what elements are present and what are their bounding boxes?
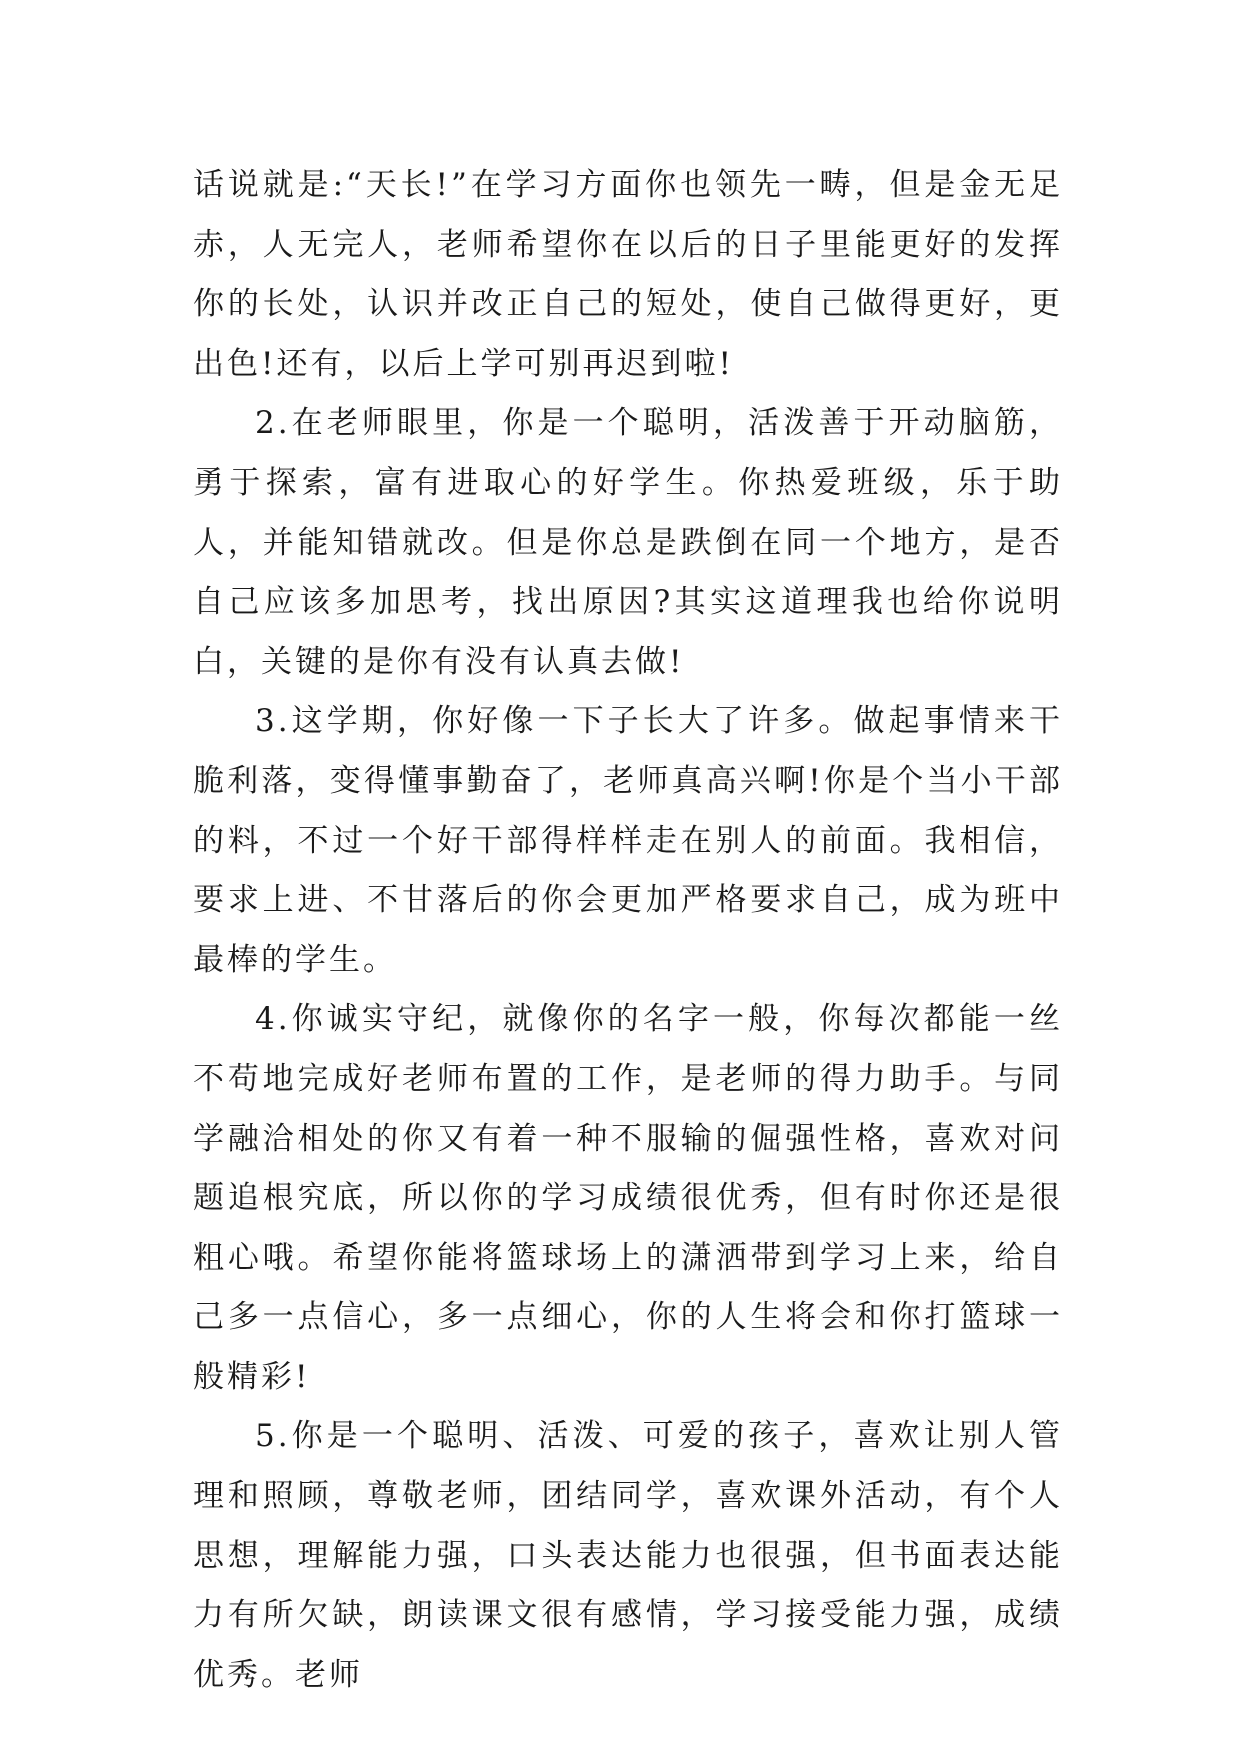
body-text: [193, 156, 1063, 1705]
paragraph-comment-2: 2.在老师眼里，你是一个聪明，活泼善于开动脑筋，勇于探索，富有进取心的好学生。你热爱班级，乐于助人，并能知错就改。但是你总是跌倒在同一个地方，是否自己应该多加思考，找出原因?其实这道理我也给你说明白，关键的是你有没有认真去做!: [193, 405, 1063, 680]
paragraph-comment-5: 5.你是一个聪明、活泼、可爱的孩子，喜欢让别人管理和照顾，尊敬老师，团结同学，喜欢课外活动，有个人思想，理解能力强，口头表达能力也很强，但书面表达能力有所欠缺，朗读课文很有感情，学习接受能力强，成绩优秀。老师: [193, 1418, 1063, 1693]
paragraph-comment-3: 3.这学期，你好像一下子长大了许多。做起事情来干脆利落，变得懂事勤奋了，老师真高兴啊!你是个当小干部的料，不过一个好干部得样样走在别人的前面。我相信，要求上进、不甘落后的你会更加严格要求自己，成为班中最棒的学生。: [193, 703, 1063, 978]
paragraph-comment-4: 4.你诚实守纪，就像你的名字一般，你每次都能一丝不苟地完成好老师布置的工作，是老师的得力助手。与同学融洽相处的你又有着一种不服输的倔强性格，喜欢对问题追根究底，所以你的学习成绩很优秀，但有时你还是很粗心哦。希望你能将篮球场上的潇洒带到学习上来，给自己多一点信心，多一点细心，你的人生将会和你打篮球一般精彩!: [193, 1001, 1063, 1395]
paragraph-continuation: 话说就是:“天长!”在学习方面你也领先一畴，但是金无足赤，人无完人，老师希望你在以后的日子里能更好的发挥你的长处，认识并改正自己的短处，使自己做得更好，更出色!还有，以后上学可别再迟到啦!: [193, 167, 1063, 382]
